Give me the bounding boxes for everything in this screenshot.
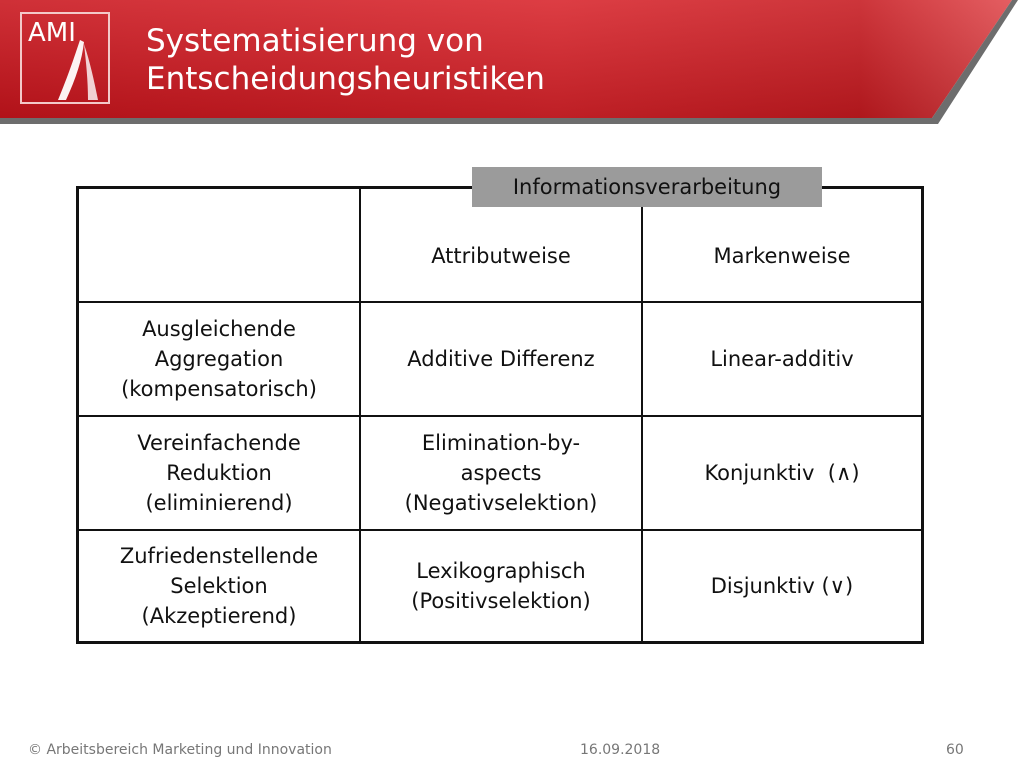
page-title <box>146 22 846 98</box>
cell-line: Konjunktiv (∧) <box>704 461 860 485</box>
group-header-informationsverarbeitung: Informationsverarbeitung <box>472 167 822 207</box>
row-label-ausgleichende <box>79 303 359 415</box>
row-label-line: Selektion <box>170 574 268 598</box>
row-label-line: (Akzeptierend) <box>141 604 297 628</box>
cell-line: Elimination-by- <box>421 431 581 455</box>
cell-line: Linear-additiv <box>710 347 854 371</box>
cell-line: Additive Differenz <box>407 347 595 371</box>
logo-text: AMI <box>28 18 76 48</box>
table-cell <box>643 417 921 529</box>
row-label-line: Reduktion <box>166 461 272 485</box>
table-cell <box>361 417 641 529</box>
footer-copyright: © Arbeitsbereich Marketing und Innovation <box>28 742 332 758</box>
row-label-line: Ausgleichende <box>142 317 296 341</box>
row-label-line: Aggregation <box>154 347 284 371</box>
cell-line: (Negativselektion) <box>404 491 598 515</box>
table-cell <box>361 531 641 641</box>
column-header-attributweise: Attributweise <box>431 244 571 268</box>
header-banner <box>0 0 1024 124</box>
table-corner-cell <box>79 189 359 301</box>
row-label-line: Vereinfachende <box>137 431 301 455</box>
row-label-zufriedenstellende <box>79 531 359 641</box>
title-line-2: Entscheidungsheuristiken <box>146 61 545 97</box>
cell-line: (Positivselektion) <box>411 589 591 613</box>
column-header-markenweise: Markenweise <box>713 244 851 268</box>
ami-logo <box>20 12 110 104</box>
cell-line: Lexikographisch <box>416 559 586 583</box>
row-label-line: (kompensatorisch) <box>121 377 317 401</box>
row-label-line: Zufriedenstellende <box>119 544 319 568</box>
row-label-vereinfachende <box>79 417 359 529</box>
table-cell <box>643 303 921 415</box>
cell-line: aspects <box>460 461 542 485</box>
title-line-1: Systematisierung von <box>146 23 484 59</box>
table-cell <box>361 303 641 415</box>
footer-date: 16.09.2018 <box>580 742 661 758</box>
row-label-line: (eliminierend) <box>145 491 293 515</box>
footer-page-number: 60 <box>946 742 964 758</box>
table-cell <box>643 531 921 641</box>
heuristics-table <box>76 186 924 644</box>
cell-line: Disjunktiv (∨) <box>710 574 854 598</box>
